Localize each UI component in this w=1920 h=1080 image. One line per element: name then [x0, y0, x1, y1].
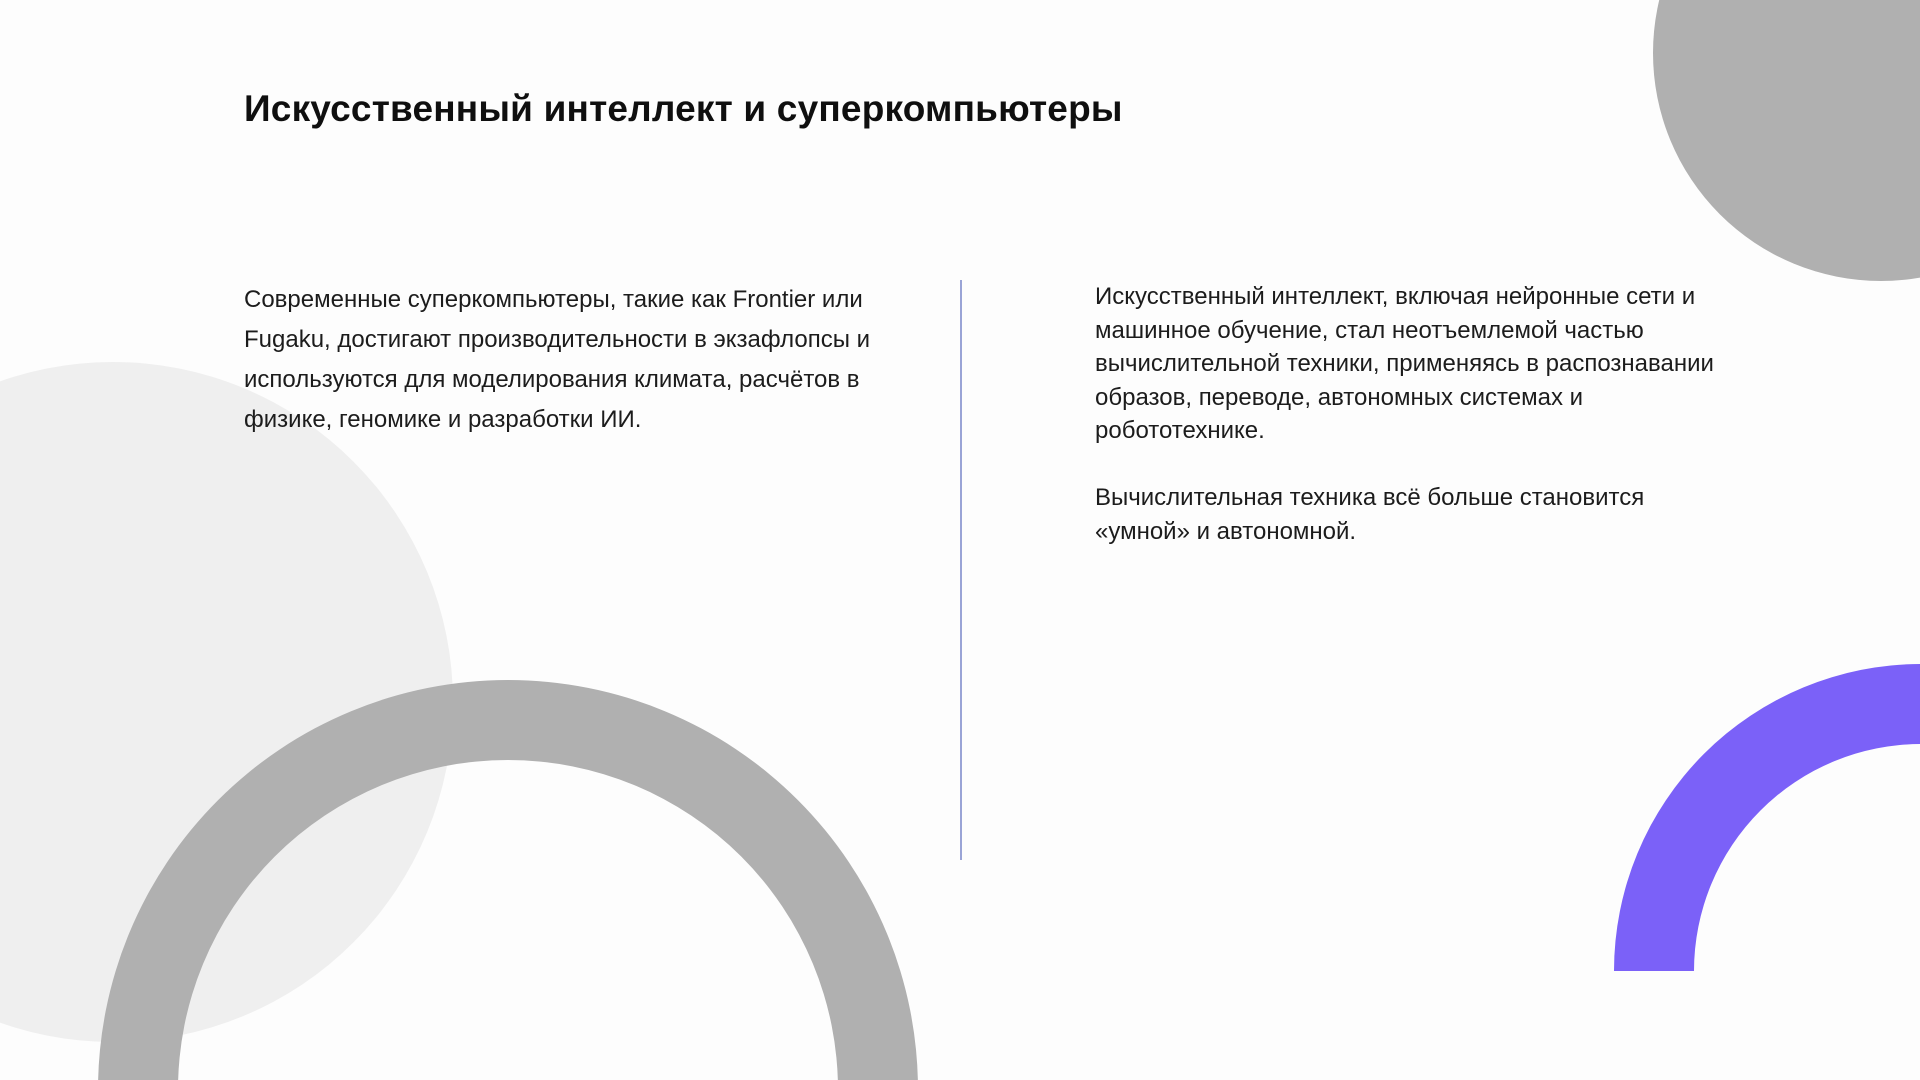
right-paragraph-1: Искусственный интеллект, включая нейронные сети и машинное обучение, стал неотъемлемой частью вычислительной техники, применяясь в распознавании образов, переводе, автономных системах и робототехнике. — [1095, 283, 1714, 445]
column-divider — [960, 280, 962, 860]
left-paragraph: Современные суперкомпьютеры, такие как Frontier или Fugaku, достигают производительности в экзафлопсы и используются для моделирования климата, расчётов в физике, геномике и разработки ИИ. — [244, 286, 871, 433]
purple-arc-decor — [1614, 664, 1920, 971]
gray-circle-top-right-decor — [1653, 0, 1920, 281]
slide-title: Искусственный интеллект и суперкомпьютеры — [244, 88, 1123, 129]
right-text-column — [1095, 280, 1735, 548]
left-text-column — [244, 280, 884, 440]
right-paragraph-2: Вычислительная техника всё больше становится «умной» и автономной. — [1095, 483, 1645, 545]
